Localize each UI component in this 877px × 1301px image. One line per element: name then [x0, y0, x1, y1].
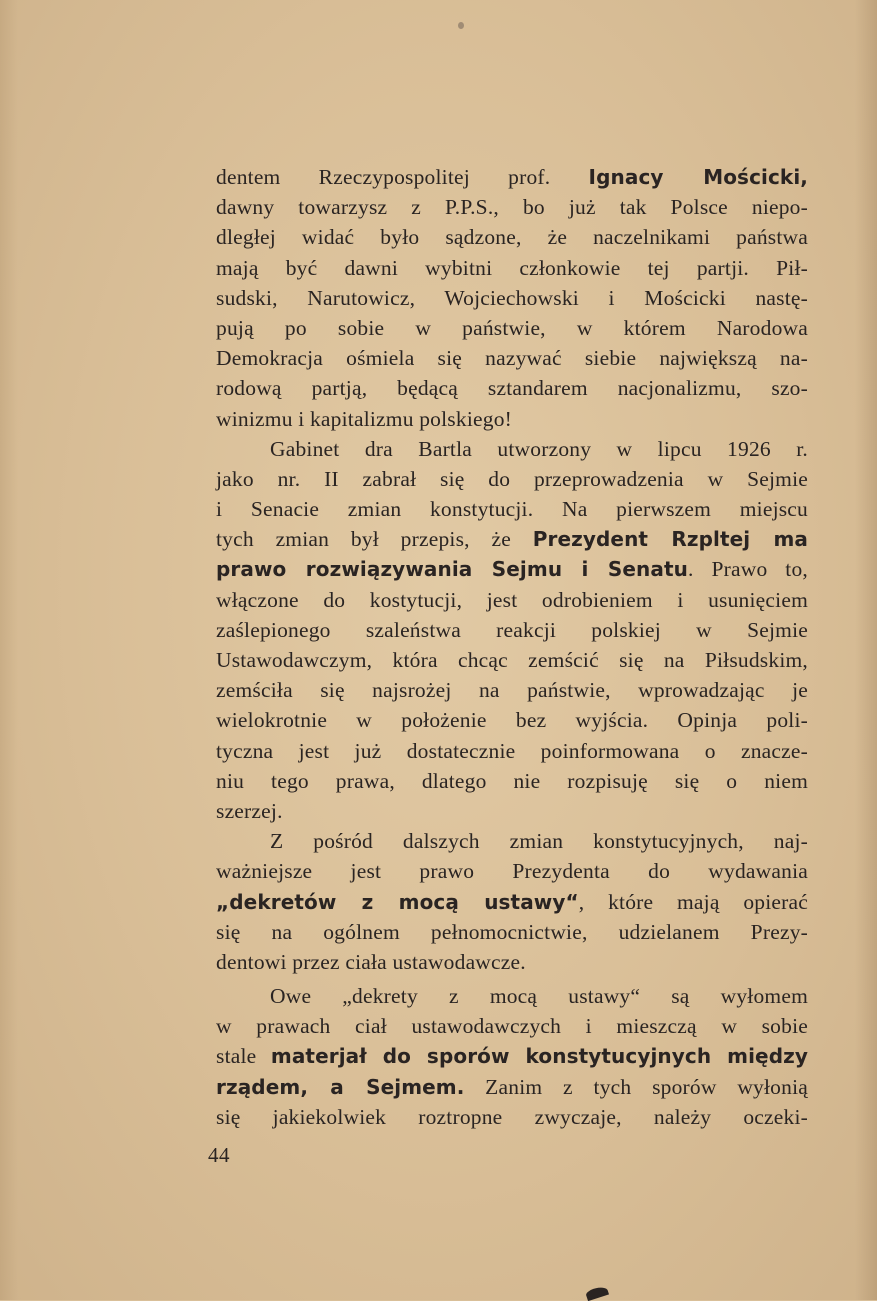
text-run: się jakiekolwiek roztropne zwyczaje, należy oczeki-	[216, 1104, 808, 1129]
bold-text: Ignacy Mościcki,	[588, 165, 808, 189]
text-run: stale	[216, 1044, 271, 1069]
text-line	[216, 645, 808, 675]
text-run: tyczna jest już dostatecznie poinformowana o znacze-	[216, 738, 808, 763]
text-line	[216, 856, 808, 886]
text-line	[216, 1011, 808, 1041]
text-line	[216, 917, 808, 947]
text-run: ważniejsze jest prawo Prezydenta do wydawania	[216, 859, 808, 884]
text-line	[216, 736, 808, 766]
text-run: włączone do kostytucji, jest odrobieniem i usunięciem	[216, 587, 808, 612]
text-line	[216, 1041, 808, 1071]
text-run: dentowi przez ciała ustawodawcze.	[216, 949, 526, 974]
text-line	[216, 554, 808, 584]
text-line	[216, 313, 808, 343]
text-run: rodową partją, będącą sztandarem nacjonalizmu, szo-	[216, 376, 808, 401]
text-run: i Senacie zmian konstytucji. Na pierwszem miejscu	[216, 497, 808, 522]
text-run: wielokrotnie w położenie bez wyjścia. Opinja poli-	[216, 708, 808, 733]
text-run: niu tego prawa, dlatego nie rozpisuję się o niem	[216, 768, 808, 793]
text-line	[216, 192, 808, 222]
text-run: szerzej.	[216, 798, 283, 823]
text-line	[216, 373, 808, 403]
text-line	[216, 283, 808, 313]
text-run: Owe „dekrety z mocą ustawy“ są wyłomem	[270, 984, 808, 1009]
text-line	[216, 524, 808, 554]
text-run: jako nr. II zabrał się do przeprowadzenia w Sejmie	[216, 466, 808, 491]
text-run: zaślepionego szaleństwa reakcji polskiej w Sejmie	[216, 617, 808, 642]
text-line	[216, 222, 808, 252]
text-line	[216, 615, 808, 645]
text-run: winizmu i kapitalizmu polskiego!	[216, 406, 512, 431]
text-line	[216, 947, 808, 977]
text-run: mają być dawni wybitni członkowie tej partji. Pił-	[216, 255, 808, 280]
bold-text: Prezydent Rzpltej ma	[532, 527, 809, 552]
text-line	[216, 981, 808, 1011]
ink-mark	[585, 1285, 609, 1301]
text-line	[216, 826, 808, 856]
text-line	[216, 585, 808, 615]
bold-text: rządem, a Sejmem.	[216, 1074, 465, 1099]
text-run: , które mają opierać	[578, 889, 808, 914]
text-run: tych zmian był przepis, że	[216, 527, 533, 552]
page-number: 44	[208, 1143, 230, 1167]
text-line	[216, 253, 808, 283]
text-line	[216, 887, 808, 917]
text-run: dentem Rzeczypospolitej prof.	[216, 165, 589, 189]
text-run: Gabinet dra Bartla utworzony w lipcu 1926 r.	[270, 436, 808, 461]
text-line	[216, 705, 808, 735]
text-run: . Prawo to,	[688, 557, 808, 582]
bold-text: prawo rozwiązywania Sejmu i Senatu	[216, 557, 688, 582]
text-line	[216, 464, 808, 494]
text-line	[216, 766, 808, 796]
text-run: Ustawodawczym, która chcąc zemścić się na Piłsudskim,	[216, 648, 808, 672]
text-run: dległej widać było sądzone, że naczelnikami państwa	[216, 225, 808, 250]
body-text	[216, 162, 808, 1132]
text-line	[216, 343, 808, 373]
text-run: się na ogólnem pełnomocnictwie, udzielanem Prezy-	[216, 919, 808, 944]
text-run: Zanim z tych sporów wyłonią	[464, 1074, 808, 1099]
bold-text: materjał do sporów konstytucyjnych między	[270, 1044, 808, 1069]
text-run: Demokracja ośmiela się nazywać siebie największą na-	[216, 346, 808, 371]
text-line	[216, 675, 808, 705]
text-line	[216, 1102, 808, 1132]
text-run: Z pośród dalszych zmian konstytucyjnych, naj-	[270, 829, 808, 854]
text-line	[216, 494, 808, 524]
text-run: sudski, Narutowicz, Wojciechowski i Mościcki nastę-	[216, 285, 808, 310]
text-run: zemściła się najsrożej na państwie, wprowadzając je	[216, 678, 808, 703]
text-run: dawny towarzysz z P.P.S., bo już tak Polsce niepo-	[216, 195, 808, 220]
text-run: pują po sobie w państwie, w którem Narodowa	[216, 315, 808, 340]
text-run: w prawach ciał ustawodawczych i mieszczą w sobie	[216, 1014, 808, 1039]
bold-text: „dekretów z mocą ustawy“	[216, 889, 579, 914]
ink-spot	[458, 22, 464, 29]
text-line	[216, 162, 808, 192]
text-line	[216, 434, 808, 464]
text-line	[216, 1072, 808, 1102]
text-line	[216, 404, 808, 434]
text-line	[216, 796, 808, 826]
